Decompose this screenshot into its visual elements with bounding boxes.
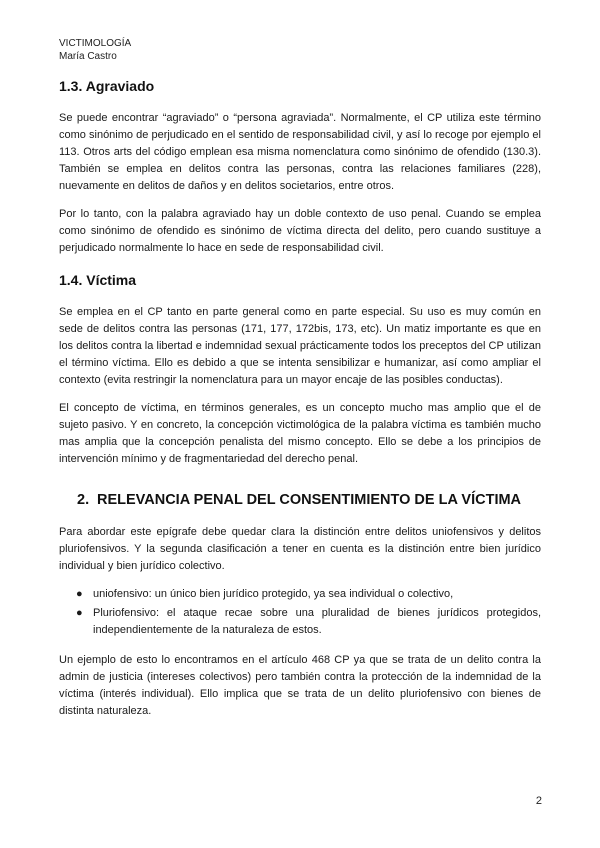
list-item-text: uniofensivo: un único bien jurídico protegido, ya sea individual o colectivo, — [93, 588, 454, 600]
bullet-dot-icon: ● — [76, 607, 83, 619]
paragraph-agraviado-2: Por lo tanto, con la palabra agraviado hay un doble contexto de uso penal. Cuando se emplea como sinónimo de ofendido es sinónimo de víctima directa del delito, pero cuando sustituye a perjudicado normalmente lo hace en sede de responsabilidad civil. — [59, 208, 541, 254]
heading-victima: 1.4. Víctima — [59, 272, 137, 288]
paragraph-relevancia-1: Para abordar este epígrafe debe quedar clara la distinción entre delitos uniofensivos y delitos pluriofensivos. Y la segunda clasificación a tener en cuenta es la distinción entre bien jurídico individual y bien jurídico colectivo. — [59, 526, 541, 572]
page-number: 2 — [535, 795, 542, 807]
bullet-list — [59, 586, 541, 639]
header-author: María Castro — [59, 51, 117, 62]
list-item-text: Pluriofensivo: el ataque recae sobre una pluralidad de bienes jurídicos protegidos, independientemente de la naturaleza de estos. — [93, 607, 541, 636]
bullet-dot-icon: ● — [76, 588, 83, 600]
paragraph-agraviado-1: Se puede encontrar “agraviado” o “persona agraviada”. Normalmente, el CP utiliza este término como sinónimo de perjudicado en el sentido de responsabilidad civil, y así lo recoge por ejemplo el 113. Otros arts del código emplean esa misma nomenclatura como sinónimo de ofendido (130.3). También se emplea en delitos contra las personas, contra las relaciones familiares (228), nuevamente en delitos de daños y en delitos societarios, entre otros. — [59, 112, 541, 192]
heading-relevancia-text: RELEVANCIA PENAL DEL CONSENTIMIENTO DE LA VÍCTIMA — [97, 492, 522, 508]
page-header — [59, 37, 131, 63]
paragraph-victima-2: El concepto de víctima, en términos generales, es un concepto mucho mas amplio que el de sujeto pasivo. Y en concreto, la concepción victimológica de la palabra víctima es también mucho mas amplia que la concepción penalista del mismo concepto. Ello se debe a los principios de intervención mínimo y de fragmentariedad del derecho penal. — [59, 402, 541, 465]
page-content — [59, 76, 541, 720]
paragraph-relevancia-2: Un ejemplo de esto lo encontramos en el artículo 468 CP ya que se trata de un delito contra la admin de justicia (intereses colectivos) pero también contra la protección de la indemnidad de la víctima (interés individual). Ello implica que se trata de un delito pluriofensivo con bienes de distinta naturaleza. — [59, 654, 541, 717]
paragraph-victima-1: Se emplea en el CP tanto en parte general como en parte especial. Su uso es muy común en sede de delitos contra las personas (171, 177, 172bis, 173, etc). Un matiz importante es que en los delitos contra la libertad e indemnidad sexual prácticamente todos los preceptos del CP utilizan el término víctima. Ello es debido a que se intenta sensibilizar e humanizar, así como ampliar el contexto (evita restringir la nomenclatura para un mayor encaje de las posibles conductas). — [59, 306, 541, 386]
list-item — [59, 605, 541, 639]
heading-relevancia-number: 2. — [77, 492, 90, 508]
heading-agraviado: 1.3. Agraviado — [59, 78, 155, 94]
heading-relevancia — [59, 490, 541, 510]
list-item — [59, 586, 541, 603]
header-title: VICTIMOLOGÍA — [59, 38, 132, 49]
